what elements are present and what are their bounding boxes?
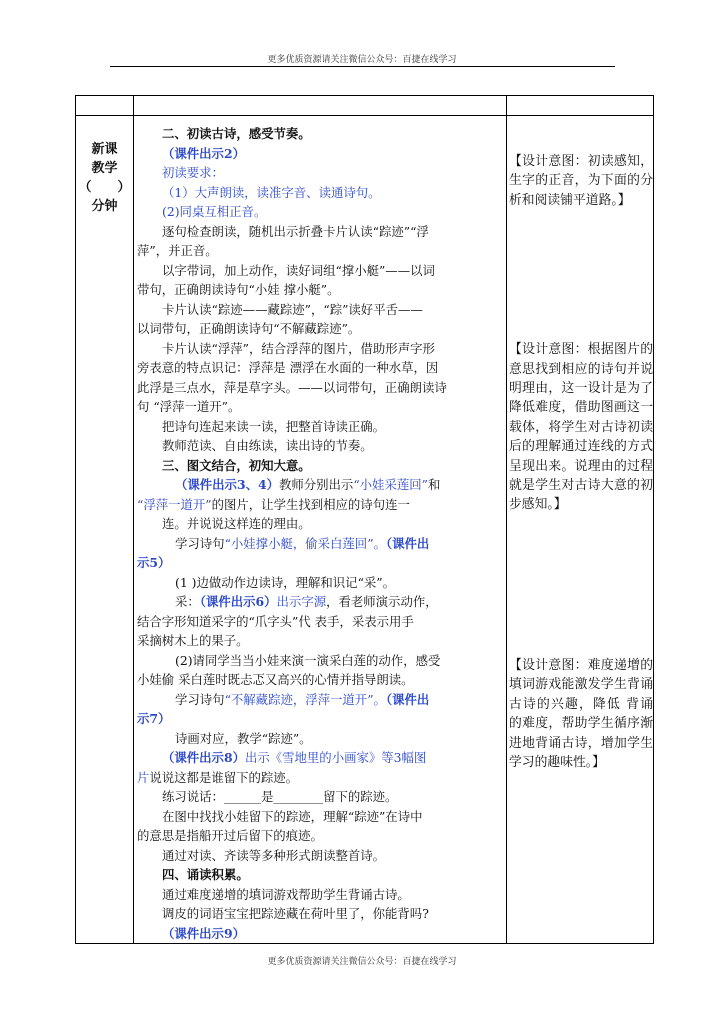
lesson-plan-table [75, 95, 654, 944]
teaching-content-cell [134, 116, 507, 944]
lesson-label-line: 分钟 [91, 199, 118, 214]
paragraph-line [137, 748, 504, 768]
design-intent-notes [507, 152, 653, 772]
paragraph-line: 通过对读、齐读等多种形式朗读整首诗。 [162, 847, 386, 863]
empty-cell [76, 96, 134, 116]
text-run: 片 [137, 769, 150, 785]
paragraph-line: 逐句检查朗读，随机出示折叠卡片认读“踪迹”“浮 [162, 223, 429, 239]
table-top-row [76, 96, 654, 116]
paragraph-line: 带句，正确朗读诗句“小娃 撑小艇”。 [137, 282, 340, 297]
paragraph-line: 在图中找找小娃留下的踪迹，理解“踪迹”在诗中 [162, 808, 423, 824]
paragraph-line: 教师范读、自由练读，读出诗的节奏。 [162, 438, 373, 453]
paragraph-line [137, 592, 504, 612]
slide-reference: （课件出示8） [162, 750, 245, 765]
section-heading: 三、图文结合，初知大意。 [162, 457, 311, 473]
page-header: 更多优质资源请关注微信公众号：百捷在线学习 [267, 55, 457, 65]
paragraph-line: (1 )边做动作边读诗，理解和识记“采”。 [175, 574, 396, 590]
text-run: 教师分别出示 [278, 477, 354, 492]
paragraph-line: 卡片认读“踪迹——藏踪迹”，“踪”读好平舌—— [162, 301, 423, 317]
lesson-label-line: 教学 [91, 161, 118, 176]
teaching-content [134, 116, 506, 943]
poem-quote: “小娃撑小艇，偷采白莲回”。 [224, 535, 386, 551]
lesson-label-line: （ ） [78, 180, 131, 195]
text-run: 的图片，让学生找到相应的诗句连一 [211, 496, 410, 512]
lesson-stage-label [76, 116, 133, 216]
text-run: 出示字源 [276, 594, 327, 609]
slide-reference: （课件出示2） [162, 145, 245, 161]
design-intent-note: 【设计意图：初读感知，生字的正音，为下面的分析和阅读铺平道路。】 [509, 154, 653, 208]
paragraph-line [137, 475, 504, 495]
paragraph-line [137, 495, 504, 515]
slide-reference: （课件出 [385, 535, 430, 551]
lesson-label-line: 新课 [91, 142, 118, 157]
paragraph-line: 萍”，并正音。 [137, 243, 218, 258]
slide-reference: 示5） [137, 555, 171, 570]
paragraph-line: (2)请同学当当小娃来演一演采白莲的动作，感受 [175, 652, 441, 668]
paragraph-line: 卡片认读“浮萍”，结合浮萍的图片，借助形声字形 [162, 340, 435, 356]
paragraph-line: 小娃偷 采白莲时既忐忑又高兴的心情并指导朗读。 [137, 672, 414, 687]
design-intent-note: 【设计意图：难度递增的填词游戏能激发学生背诵古诗的兴趣，降低 背诵的难度，帮助学生循序渐进地背诵古诗，增加学生学习的趣味性。】 [509, 657, 653, 770]
paragraph-line: 采摘树木上的果子。 [137, 633, 249, 648]
slide-reference: （课件出示3、4） [175, 477, 279, 492]
paragraph-line: 旁表意的特点识记：浮萍是 漂浮在水面的一种水草，因 [137, 360, 439, 375]
paragraph-line: 调皮的词语宝宝把踪迹藏在荷叶里了，你能背吗? [162, 906, 429, 921]
requirement-item: （1）大声朗读，读准字音、读通诗句。 [162, 184, 381, 200]
poem-quote: “浮萍一道开” [137, 496, 212, 512]
paragraph-line: 以字带词，加上动作，读好词组“撑小艇”——以词 [162, 262, 435, 278]
text-run: 说说这都是谁留下的踪迹。 [149, 769, 299, 785]
table-main-row [76, 116, 654, 944]
paragraph-line: 把诗句连起来读一读，把整首诗读正确。 [162, 418, 386, 434]
header-rule [110, 66, 615, 67]
text-run: 出示《雪地里的小画家》等3幅图 [244, 750, 427, 765]
paragraph-line: 句 “浮萍一道开”。 [137, 399, 241, 414]
poem-quote: “小娃采莲回” [353, 477, 428, 492]
slide-reference: （课件出 [385, 691, 430, 707]
slide-reference: （课件出示6） [199, 594, 277, 609]
paragraph-line: 此浮是三点水，萍是草字头。——以词带句，正确朗读诗 [137, 379, 447, 395]
section-heading: 二、初读古诗，感受节奏。 [162, 126, 311, 141]
text-run: 采： [175, 594, 200, 609]
page-footer: 更多优质资源请关注微信公众号：百捷在线学习 [267, 957, 457, 967]
section-heading: 四、诵读积累。 [162, 867, 249, 882]
design-intent-cell [507, 116, 654, 944]
paragraph-line: 练习说话：______是________留下的踪迹。 [162, 789, 398, 804]
text-run: 学习诗句 [175, 691, 225, 707]
paragraph-line: 通过难度递增的填词游戏帮助学生背诵古诗。 [162, 886, 410, 902]
paragraph-line: 结合字形知道采字的“爪字头”代 表手，采表示用手 [137, 613, 414, 629]
text-run: 学习诗句 [175, 535, 225, 551]
paragraph-line [137, 534, 504, 554]
requirement-item: (2)同桌互相正音。 [162, 204, 267, 219]
paragraph-line: 以词带句，正确朗读诗句“不解藏踪迹”。 [137, 321, 361, 336]
slide-reference: 示7） [137, 711, 171, 726]
lesson-stage-cell [76, 116, 134, 944]
slide-reference: （课件出示9） [162, 925, 245, 941]
paragraph-line [137, 690, 504, 710]
text-run: ，看老师演示动作， [326, 594, 438, 609]
paragraph-line: 诗画对应，教学“踪迹”。 [175, 730, 312, 746]
requirement-title: 初读要求： [162, 165, 224, 180]
text-run: 和 [427, 477, 441, 492]
poem-quote: “不解藏踪迹，浮萍一道开”。 [224, 691, 386, 707]
empty-cell [134, 96, 507, 116]
paragraph-line [137, 768, 504, 788]
empty-cell [507, 96, 654, 116]
paragraph-line: 连。并说说这样连的理由。 [162, 516, 311, 531]
paragraph-line: 的意思是指船开过后留下的痕迹。 [137, 828, 323, 843]
design-intent-note: 【设计意图：根据图片的意思找到相应的诗句并说明理由，这一设计是为了降低难度，借助图画这一载体，将学生对古诗初读后的理解通过连线的方式呈现出来。说理由的过程就是学生对古诗大意的初步感知。】 [509, 342, 653, 513]
